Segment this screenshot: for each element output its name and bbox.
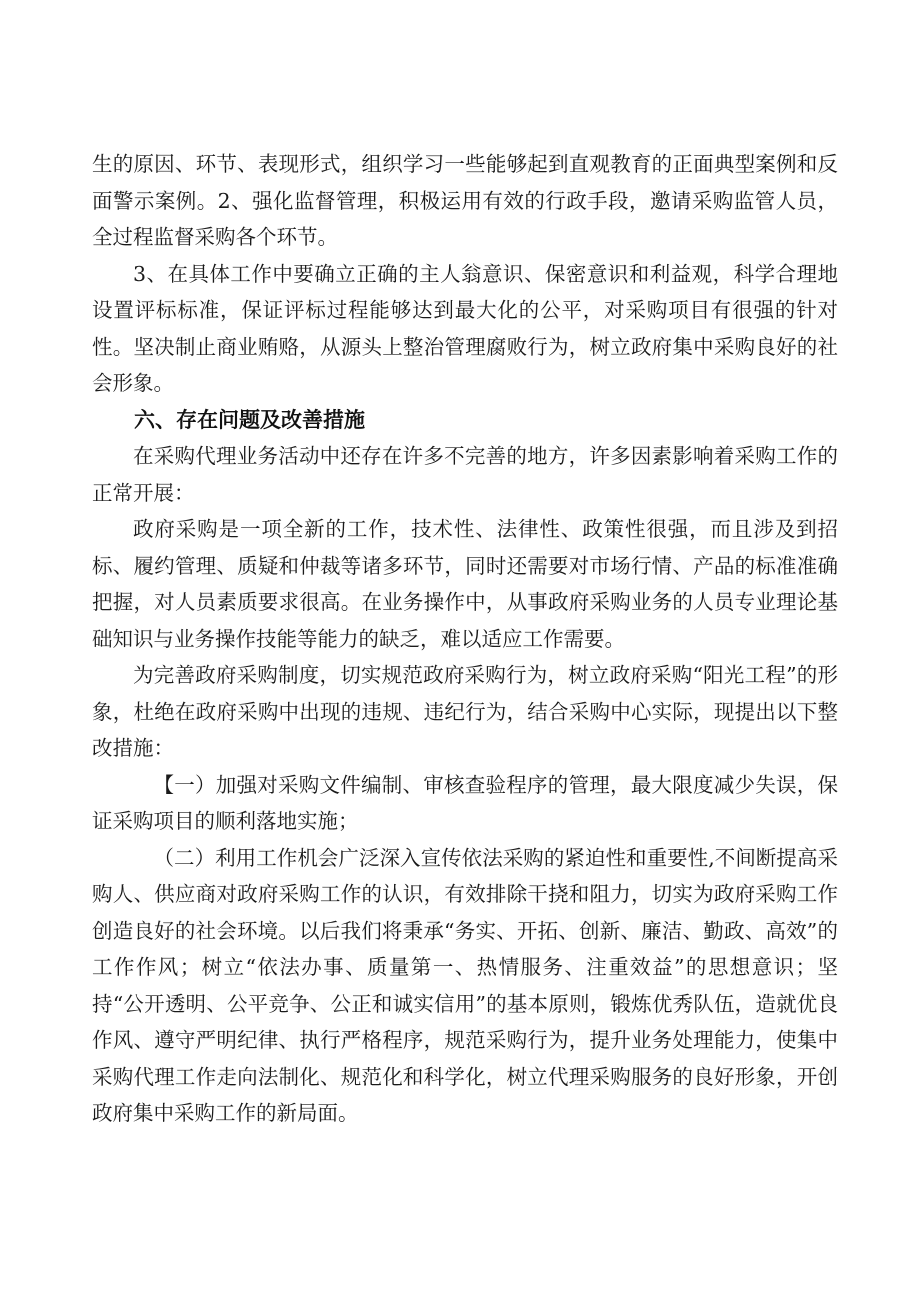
paragraph-continuation: 生的原因、环节、表现形式，组织学习一些能够起到直观教育的正面典型案例和反面警示案例。2、强化监督管理，积极运用有效的行政手段，邀请采购监管人员，全过程监督采购各个环节。 [92, 152, 838, 249]
paragraph-intro: 在采购代理业务活动中还存在许多不完善的地方，许多因素影响着采购工作的正常开展： [92, 444, 838, 505]
section-heading: 六、存在问题及改善措施 [134, 407, 365, 432]
document-body [92, 146, 838, 1132]
paragraph-problem: 政府采购是一项全新的工作，技术性、法律性、政策性很强，而且涉及到招标、履约管理、质疑和仲裁等诸多环节，同时还需要对市场行情、产品的标准准确把握，对人员素质要求很高。在业务操作中，从事政府采购业务的人员专业理论基础知识与业务操作技能等能力的缺乏，难以适应工作需要。 [92, 517, 838, 651]
paragraph-measure-2: （二）利用工作机会广泛深入宣传依法采购的紧迫性和重要性,不间断提高采购人、供应商对政府采购工作的认识，有效排除干挠和阻力，切实为政府采购工作创造良好的社会环境。以后我们将秉承“务实、开拓、创新、廉洁、勤政、高效”的工作作风；树立“依法办事、质量第一、热情服务、注重效益”的思想意识；坚持“公开透明、公平竞争、公正和诚实信用”的基本原则，锻炼优秀队伍，造就优良作风、遵守严明纪律、执行严格程序，规范采购行为，提升业务处理能力，使集中采购代理工作走向法制化、规范化和科学化，树立代理采购服务的良好形象，开创政府集中采购工作的新局面。 [92, 845, 838, 1125]
paragraph-measure-1: 【一）加强对采购文件编制、审核查验程序的管理，最大限度减少失误，保证采购项目的顺利落地实施； [92, 772, 838, 833]
paragraph-item-3: 3、在具体工作中要确立正确的主人翁意识、保密意识和利益观，科学合理地设置评标标准，保证评标过程能够达到最大化的公平，对采购项目有很强的针对性。坚决制止商业贿赂，从源头上整治管理腐败行为，树立政府集中采购良好的社会形象。 [92, 261, 838, 395]
paragraph-measures-intro: 为完善政府采购制度，切实规范政府采购行为，树立政府采购“阳光工程”的形象，杜绝在政府采购中出现的违规、违纪行为，结合采购中心实际，现提出以下整改措施： [92, 663, 838, 760]
